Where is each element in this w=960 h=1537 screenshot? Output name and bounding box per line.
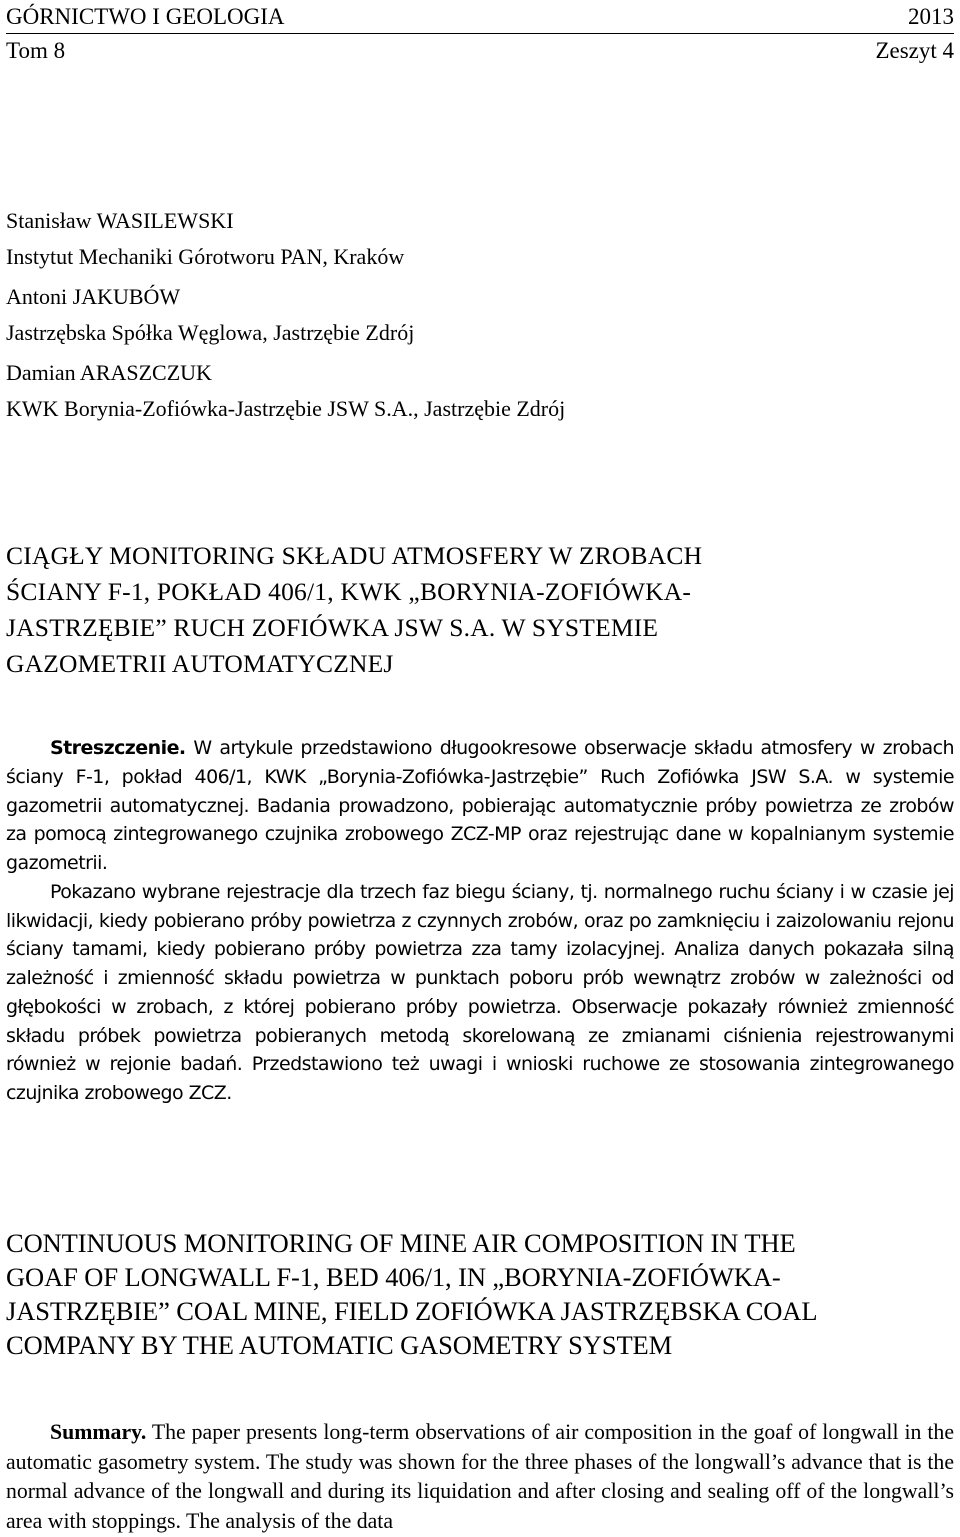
- paper-title-english: [6, 1226, 956, 1362]
- header-row-journal: [6, 0, 954, 34]
- author-name: Stanisław WASILEWSKI: [6, 208, 234, 233]
- abstract-polish: [6, 734, 954, 1108]
- author-2: [6, 279, 565, 351]
- abstract-pl-paragraph-2: Pokazano wybrane rejestracje dla trzech faz biegu ściany, tj. normalnego ruchu ściany i w czasie jej likwidacji, kiedy pobierano próby powietrza z czynnych zrobów, oraz po zamknięciu i zaizolowaniu rejonu ściany tamami, kiedy pobierano próby powietrza zza tamy izolacyjnej. Analiza danych pokazała silną zależność i zmienność składu powietrza w punktach poboru prób wewnątrz zrobów w zależności od głębokości w zrobach, z której pobierano próby powietrza. Obserwacje pokazały również zmienność składu próbek powietrza pobieranych metodą skorelowaną ze zmianami ciśnienia rejestrowanymi również w rejonie badań. Przedstawiono też uwagi i wnioski ruchowe ze stosowania zintegrowanego czujnika zrobowego ZCZ.: [6, 880, 954, 1104]
- abstract-pl-text-1: W artykule przedstawiono długookresowe obserwacje składu atmosfery w zrobach ściany F-1, pokład 406/1, KWK „Borynia-Zofiówka-Jastrzębie” Ruch Zofiówka JSW S.A. w systemie gazometrii automatycznej. Badania prowadzono, pobierając automatycznie próby powietrza ze zrobów za pomocą zintegrowanego czujnika zrobowego ZCZ-MP oraz rejestrując dane w kopalnianym systemie gazometrii.: [6, 737, 954, 874]
- title-en-line: CONTINUOUS MONITORING OF MINE AIR COMPOSITION IN THE: [6, 1228, 796, 1258]
- title-pl-line: CIĄGŁY MONITORING SKŁADU ATMOSFERY W ZROBACH: [6, 541, 703, 570]
- author-list: [6, 203, 565, 431]
- abstract-en-paragraph: [6, 1418, 954, 1536]
- author-affiliation: Jastrzębska Spółka Węglowa, Jastrzębie Zdrój: [6, 320, 415, 345]
- abstract-english: [6, 1418, 954, 1536]
- title-pl-line: JASTRZĘBIE” RUCH ZOFIÓWKA JSW S.A. W SYSTEMIE: [6, 613, 659, 642]
- journal-volume: Tom 8: [6, 38, 66, 63]
- journal-header: [6, 0, 954, 67]
- author-3: [6, 355, 565, 427]
- journal-year: 2013: [908, 4, 954, 29]
- author-affiliation: KWK Borynia-Zofiówka-Jastrzębie JSW S.A., Jastrzębie Zdrój: [6, 396, 566, 421]
- header-row-issue: [6, 34, 954, 67]
- title-en-line: JASTRZĘBIE” COAL MINE, FIELD ZOFIÓWKA JASTRZĘBSKA COAL: [6, 1296, 818, 1326]
- author-name: Damian ARASZCZUK: [6, 360, 212, 385]
- paper-title-polish: [6, 538, 956, 682]
- author-1: [6, 203, 565, 275]
- title-en-line: GOAF OF LONGWALL F-1, BED 406/1, IN „BORYNIA-ZOFIÓWKA-: [6, 1262, 781, 1292]
- journal-issue: Zeszyt 4: [875, 38, 954, 63]
- abstract-pl-label: Streszczenie.: [50, 737, 186, 759]
- abstract-en-label: Summary.: [50, 1420, 147, 1444]
- title-pl-line: GAZOMETRII AUTOMATYCZNEJ: [6, 649, 394, 678]
- title-en-line: COMPANY BY THE AUTOMATIC GASOMETRY SYSTEM: [6, 1330, 673, 1360]
- author-affiliation: Instytut Mechaniki Górotworu PAN, Kraków: [6, 244, 405, 269]
- author-name: Antoni JAKUBÓW: [6, 284, 181, 309]
- abstract-pl-paragraph-1: [6, 734, 954, 878]
- journal-name: GÓRNICTWO I GEOLOGIA: [6, 4, 285, 29]
- abstract-en-text: The paper presents long-term observations of air composition in the goaf of longwall in the automatic gasometry system. The study was shown for the three phases of the longwall’s advance that is the normal advance of the longwall and during its liquidation and after closing and sealing off of the longwall’s area with stoppings. The analysis of the data: [6, 1420, 954, 1533]
- title-pl-line: ŚCIANY F-1, POKŁAD 406/1, KWK „BORYNIA-ZOFIÓWKA-: [6, 577, 692, 606]
